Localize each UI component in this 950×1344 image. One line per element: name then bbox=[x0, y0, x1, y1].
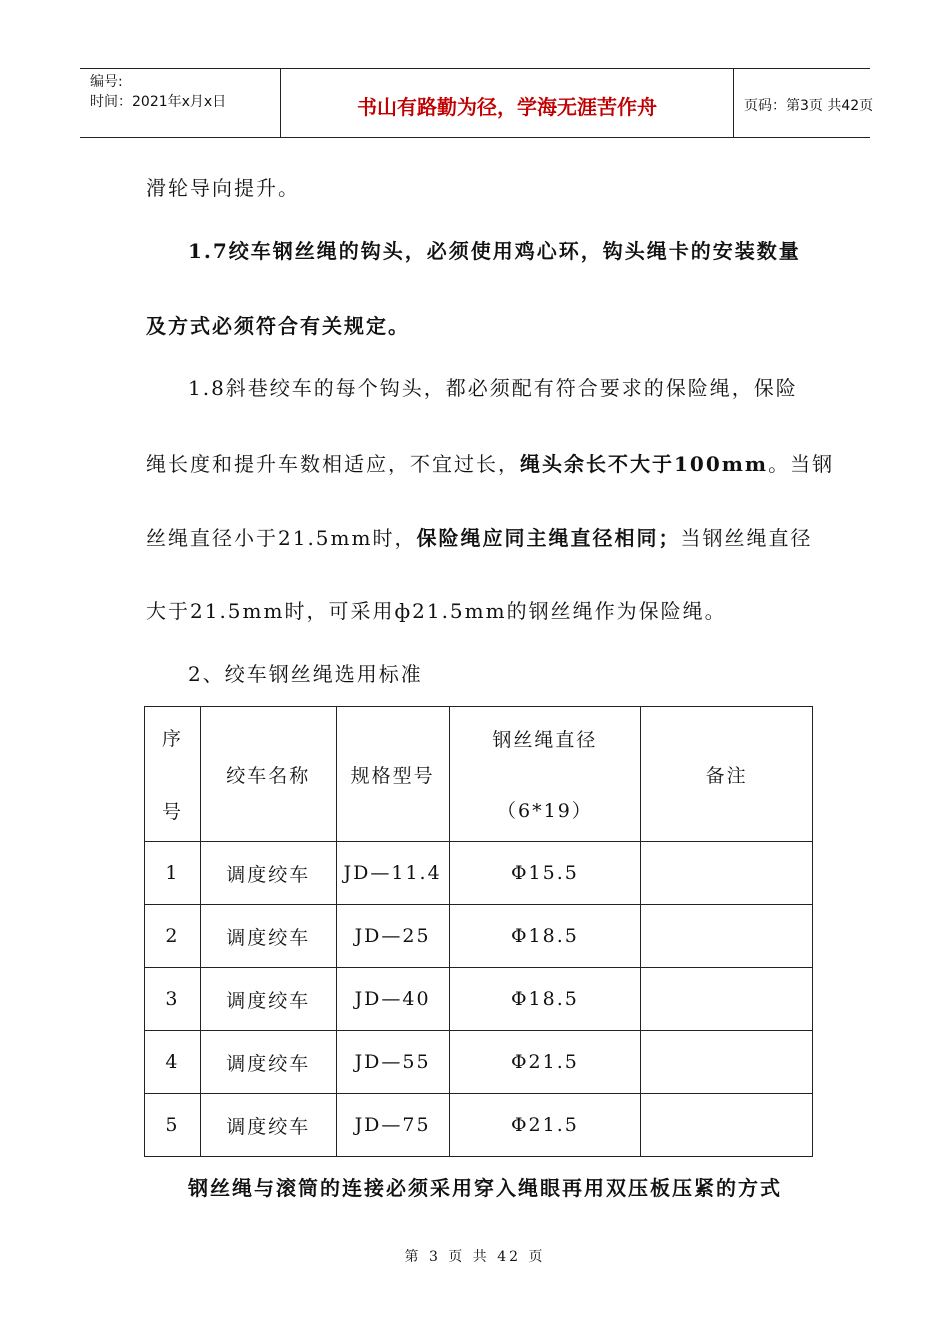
cell-seq: 3 bbox=[145, 968, 201, 1031]
table-row bbox=[145, 968, 813, 1031]
header-name: 绞车名称 bbox=[200, 707, 336, 842]
cell-model: JD—75 bbox=[336, 1094, 449, 1157]
cell-name: 调度绞车 bbox=[200, 905, 336, 968]
winch-rope-table bbox=[144, 706, 813, 1157]
cell-model: JD—55 bbox=[336, 1031, 449, 1094]
cell-model: JD—40 bbox=[336, 968, 449, 1031]
section-heading: 2、绞车钢丝绳选用标准 bbox=[188, 662, 423, 686]
cell-seq: 5 bbox=[145, 1094, 201, 1157]
bold-text-span: 保险绳应同主绳直径相同； bbox=[416, 526, 681, 550]
cell-model: JD—25 bbox=[336, 905, 449, 968]
header-meta bbox=[80, 69, 280, 137]
header-diameter-top: 钢丝绳直径 bbox=[492, 729, 598, 751]
table-header-row bbox=[145, 707, 813, 842]
document-date: 时间：2021年x月x日 bbox=[90, 94, 227, 110]
cell-seq: 2 bbox=[145, 905, 201, 968]
cell-seq: 4 bbox=[145, 1031, 201, 1094]
cell-diameter: Φ21.5 bbox=[449, 1094, 641, 1157]
cell-remark bbox=[641, 968, 813, 1031]
cell-diameter: Φ15.5 bbox=[449, 842, 641, 905]
cell-name: 调度绞车 bbox=[200, 1094, 336, 1157]
header-model: 规格型号 bbox=[336, 707, 449, 842]
cell-remark bbox=[641, 1031, 813, 1094]
cell-name: 调度绞车 bbox=[200, 1031, 336, 1094]
cell-remark bbox=[641, 905, 813, 968]
paragraph-line: 1.8斜巷绞车的每个钩头，都必须配有符合要求的保险绳，保险 bbox=[188, 376, 798, 400]
cell-remark bbox=[641, 1094, 813, 1157]
cell-name: 调度绞车 bbox=[200, 842, 336, 905]
cell-diameter: Φ21.5 bbox=[449, 1031, 641, 1094]
text-span: 丝绳直径小于21.5mm时， bbox=[146, 526, 417, 550]
paragraph-line bbox=[146, 522, 812, 551]
header-diameter bbox=[449, 707, 641, 842]
cell-seq: 1 bbox=[145, 842, 201, 905]
paragraph-line: 大于21.5mm时，可采用ф21.5mm的钢丝绳作为保险绳。 bbox=[146, 599, 727, 623]
text-span: 。当钢 bbox=[768, 452, 835, 476]
cell-name: 调度绞车 bbox=[200, 968, 336, 1031]
paragraph-heading-line: 及方式必须符合有关规定。 bbox=[146, 314, 410, 338]
cell-diameter: Φ18.5 bbox=[449, 905, 641, 968]
page-footer: 第 3 页 共 42 页 bbox=[404, 1249, 546, 1265]
paragraph-line: 滑轮导向提升。 bbox=[146, 176, 300, 200]
table-row bbox=[145, 1031, 813, 1094]
paragraph-line bbox=[146, 448, 834, 477]
header-motto-cell bbox=[280, 69, 734, 137]
header-seq-top: 序 bbox=[161, 728, 183, 750]
paragraph-heading-line: 钢丝绳与滚筒的连接必须采用穿入绳眼再用双压板压紧的方式 bbox=[188, 1176, 782, 1200]
text-span: 绳长度和提升车数相适应，不宜过长， bbox=[146, 452, 520, 476]
cell-remark bbox=[641, 842, 813, 905]
table-row bbox=[145, 1094, 813, 1157]
header-diameter-bottom: （6*19） bbox=[497, 800, 593, 822]
cell-diameter: Φ18.5 bbox=[449, 968, 641, 1031]
text-span: 当钢丝绳直径 bbox=[680, 526, 813, 550]
paragraph-heading-line: 1.7绞车钢丝绳的钩头，必须使用鸡心环，钩头绳卡的安装数量 bbox=[188, 239, 801, 263]
header-seq-bottom: 号 bbox=[161, 801, 183, 823]
document-number: 编号: bbox=[90, 74, 123, 90]
table-row bbox=[145, 842, 813, 905]
header-seq bbox=[145, 707, 201, 842]
table-row bbox=[145, 905, 813, 968]
header-motto: 书山有路勤为径，学海无涯苦作舟 bbox=[357, 95, 657, 119]
header-page-info: 页码：第3页 共42页 bbox=[744, 98, 874, 114]
page-header bbox=[80, 68, 874, 138]
header-remark: 备注 bbox=[641, 707, 813, 842]
bold-text-span: 绳头余长不大于100mm bbox=[520, 452, 769, 476]
header-page-cell bbox=[732, 69, 874, 137]
cell-model: JD—11.4 bbox=[336, 842, 449, 905]
